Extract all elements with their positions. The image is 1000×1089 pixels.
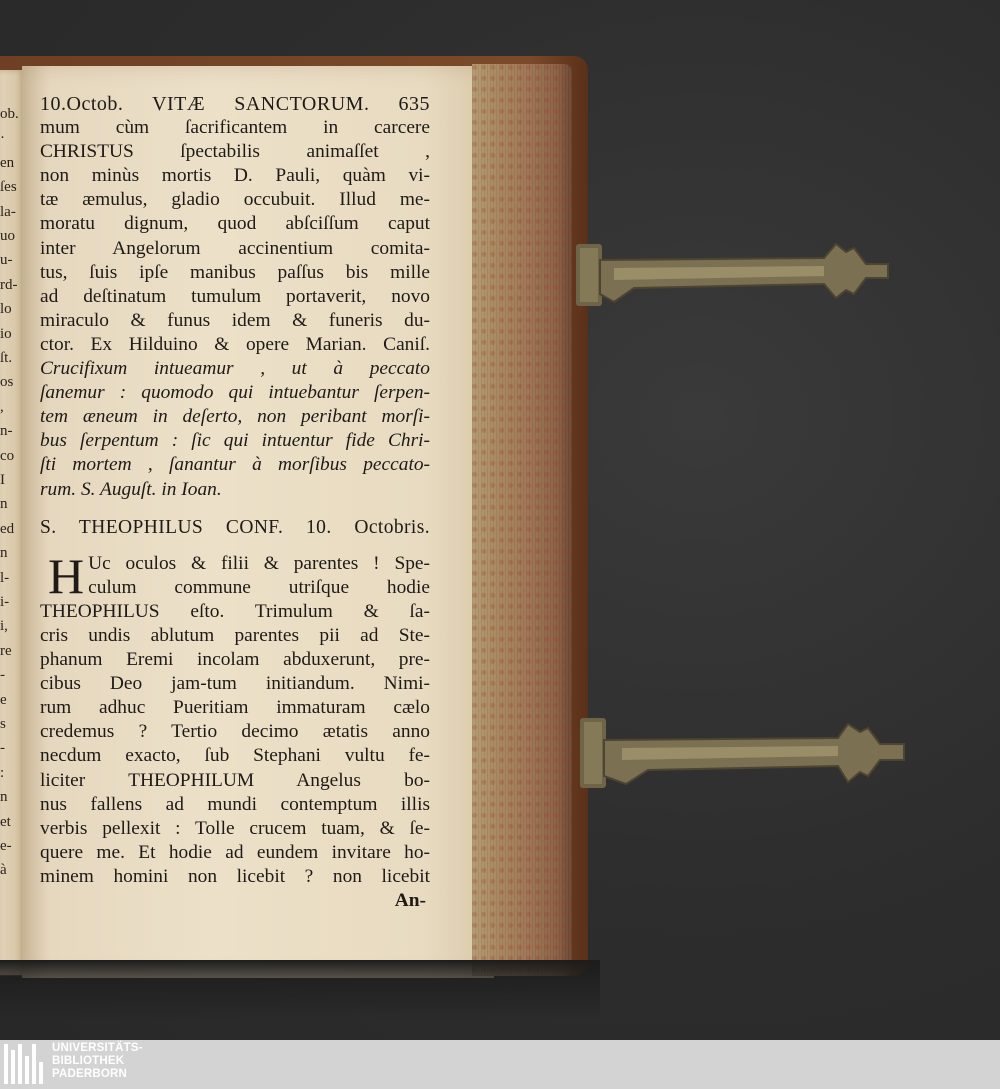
left-page-fragment: à xyxy=(0,862,7,879)
text-line: Uc oculos & filii & parentes ! Spe- xyxy=(88,552,430,574)
text-line: ad deſtinatum tumulum portaverit, novo xyxy=(40,285,430,307)
left-page-fragment: lo xyxy=(0,301,12,318)
left-page-fragment: , xyxy=(0,398,4,415)
library-footer xyxy=(0,1040,1000,1089)
text-line: tæ æmulus, gladio occubuit. Illud me- xyxy=(40,189,430,211)
logo-line-1: UNIVERSITÄTS- xyxy=(52,1042,143,1054)
left-page-fragment: os xyxy=(0,374,14,391)
left-page-fragment: n- xyxy=(0,423,13,440)
text-line: necdum exacto, ſub Stephani vultu fe- xyxy=(40,745,430,767)
text-line: inter Angelorum accinentium comita- xyxy=(40,237,430,259)
left-page-fragment: ed xyxy=(0,520,15,537)
lower-clasp-icon xyxy=(578,714,908,794)
left-page-fragment: e- xyxy=(0,838,12,854)
text-line: phanum Eremi incolam abduxerunt, pre- xyxy=(40,649,430,671)
text-line: quere me. Et hodie ad eundem invitare ho- xyxy=(40,841,430,863)
text-line: credemus ? Tertio decimo ætatis anno xyxy=(40,721,430,743)
left-page-fragment: - xyxy=(0,667,5,684)
text-line: liciter THEOPHILUM Angelus bo- xyxy=(40,769,430,791)
left-page-fragment: I xyxy=(0,472,5,488)
left-page-fragment: - xyxy=(0,740,5,757)
left-page-fragment: et xyxy=(0,813,11,830)
paragraph-martyrdom xyxy=(40,116,430,357)
left-page-fragment: ſes xyxy=(0,179,17,196)
text-line: nus fallens ad mundi contemptum illis xyxy=(40,793,430,815)
left-page-fragment: i, xyxy=(0,618,8,635)
left-page-fragment: i- xyxy=(0,594,10,610)
left-page-fragment: io xyxy=(0,325,12,342)
text-line: minem homini non licebit ? non licebit xyxy=(40,865,430,887)
quote-line: tem æneum in deſerto, non peribant morſi- xyxy=(40,406,430,428)
text-line: miraculo & funus idem & funeris du- xyxy=(40,309,430,331)
page-fore-edge xyxy=(472,64,572,976)
left-page-fragment: en xyxy=(0,154,15,171)
quote-line: ſti mortem , ſanantur à morſibus peccato- xyxy=(40,454,430,476)
left-page-fragment: : xyxy=(0,764,5,781)
text-line: ctor. Ex Hilduino & opere Marian. Caniſ. xyxy=(40,333,430,355)
running-header: 10.Octob. VITÆ SANCTORUM. 635 xyxy=(40,93,430,115)
left-page-fragment: ob. xyxy=(0,106,19,122)
text-line: mum cùm ſacrificantem in carcere xyxy=(40,117,430,139)
library-logo-icon xyxy=(4,1044,48,1084)
left-page-fragment: l- xyxy=(0,569,10,586)
text-line: CHRISTUS ſpectabilis animaſſet , xyxy=(40,141,430,163)
left-page-fragment: · xyxy=(0,130,5,147)
left-page-fragment: n xyxy=(0,496,8,513)
left-page-fragment: n xyxy=(0,789,8,806)
left-page-fragment: ſt. xyxy=(0,350,13,366)
catchword: An- xyxy=(394,890,426,911)
library-logo-text xyxy=(52,1042,143,1081)
paragraph-theophilus xyxy=(40,547,430,889)
quote-line: ſanemur : quomodo qui intuebantur ſerpen- xyxy=(40,382,430,404)
left-page-fragment: s xyxy=(0,716,6,732)
left-page-fragment: u- xyxy=(0,252,13,269)
left-page-fragment: uo xyxy=(0,228,15,244)
text-line: THEOPHILUS eſto. Trimulum & ſa- xyxy=(40,600,430,622)
left-page-fragment: rd- xyxy=(0,276,18,293)
quote-augustine xyxy=(40,357,430,477)
left-page-fragment: la- xyxy=(0,203,16,220)
text-line: culum commune utriſque hodie xyxy=(88,576,430,598)
text-line: cibus Deo jam-tum initiandum. Nimi- xyxy=(40,673,430,695)
left-page-fragment: n xyxy=(0,545,8,562)
text-line: verbis pellexit : Tolle crucem tuam, & ſe- xyxy=(40,817,430,839)
section-heading: S. THEOPHILUS CONF. 10. Octobris. xyxy=(40,516,430,538)
text-line: cris undis ablutum parentes pii ad Ste- xyxy=(40,624,430,646)
page-text xyxy=(40,92,430,913)
upper-clasp-icon xyxy=(574,238,894,312)
quote-line: bus ſerpentum : ſic qui intuentur fide Chri- xyxy=(40,430,430,452)
logo-line-3: PADERBORN xyxy=(52,1068,128,1080)
quote-last-line: rum. S. Auguſt. in Ioan. xyxy=(40,478,222,500)
book-shadow xyxy=(0,960,600,1020)
text-line: moratu dignum, quod abſciſſum caput xyxy=(40,213,430,235)
left-page-fragment: co xyxy=(0,447,15,464)
text-line: rum adhuc Pueritiam immaturam cælo xyxy=(40,697,430,719)
text-line: non minùs mortis D. Pauli, quàm vi- xyxy=(40,165,430,187)
drop-cap: H xyxy=(48,547,85,604)
logo-line-2: BIBLIOTHEK xyxy=(52,1055,125,1067)
left-page-fragment: e xyxy=(0,691,7,708)
quote-line: Crucifixum intueamur , ut à peccato xyxy=(40,358,430,380)
text-line: tus, ſuis ipſe manibus paſſus bis mille xyxy=(40,261,430,283)
left-page-fragment: re xyxy=(0,642,12,659)
